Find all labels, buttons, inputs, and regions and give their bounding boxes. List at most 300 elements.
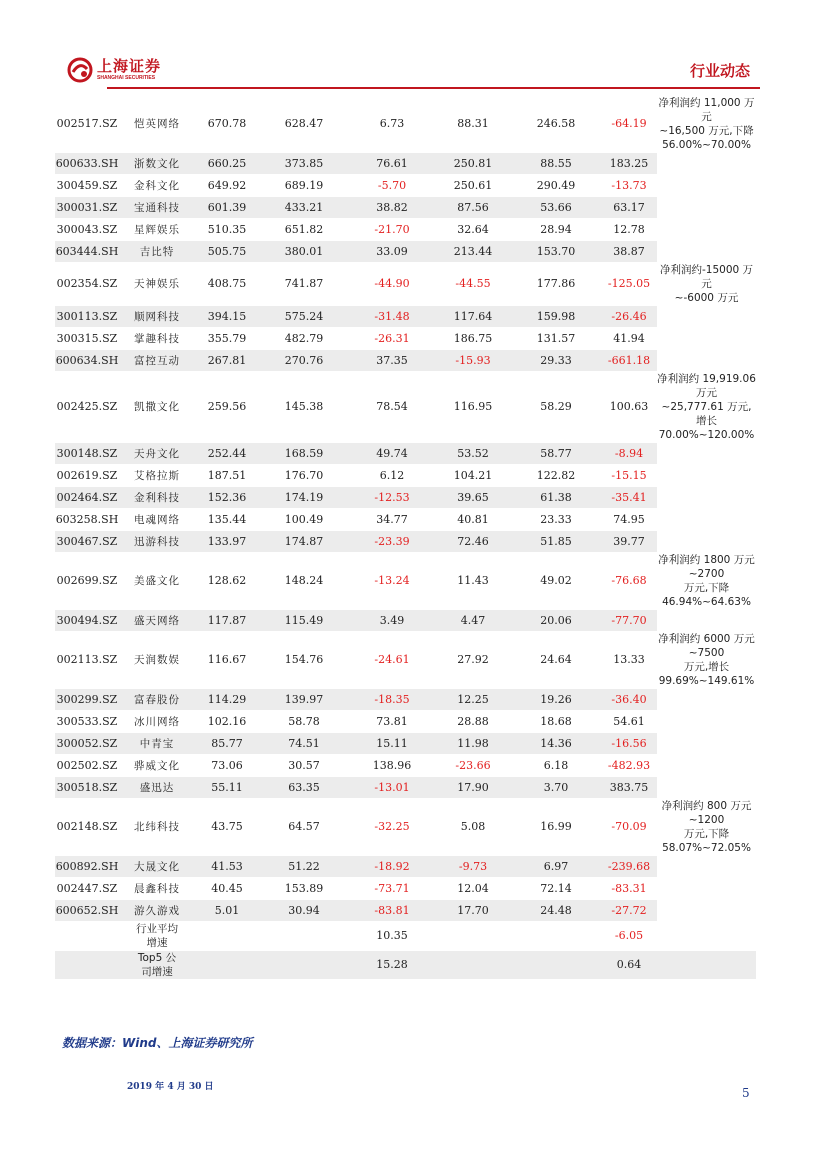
value-cell: 53.66 bbox=[511, 197, 601, 219]
value-cell: 51.22 bbox=[259, 856, 349, 878]
remark-line: 万元,增长 bbox=[683, 661, 730, 673]
table-row bbox=[55, 219, 756, 241]
value-cell: 651.82 bbox=[259, 219, 349, 241]
remark-cell bbox=[657, 610, 756, 632]
value-cell: -15.93 bbox=[435, 350, 511, 372]
stock-code-cell: 300299.SZ bbox=[55, 689, 119, 711]
stock-code-cell: 600634.SH bbox=[55, 350, 119, 372]
growth-cell: 73.81 bbox=[349, 711, 435, 733]
remark-line: 净利润约 19,919.06 万元 bbox=[657, 373, 756, 399]
value-cell: 117.64 bbox=[435, 306, 511, 328]
growth-cell: -13.73 bbox=[601, 175, 657, 197]
table-row bbox=[55, 531, 756, 553]
value-cell: 87.56 bbox=[435, 197, 511, 219]
value-cell: 122.82 bbox=[511, 465, 601, 487]
company-name-cell: 天舟文化 bbox=[119, 443, 195, 465]
value-cell: 100.49 bbox=[259, 509, 349, 531]
growth-cell: 54.61 bbox=[601, 711, 657, 733]
value-cell: 18.68 bbox=[511, 711, 601, 733]
value-cell: 28.94 bbox=[511, 219, 601, 241]
value-cell: 187.51 bbox=[195, 465, 259, 487]
value-cell: 72.14 bbox=[511, 878, 601, 900]
value-cell: 186.75 bbox=[435, 328, 511, 350]
value-cell: 58.78 bbox=[259, 711, 349, 733]
page-number: 5 bbox=[742, 1086, 750, 1100]
growth-cell: 15.11 bbox=[349, 733, 435, 755]
value-cell: 29.33 bbox=[511, 350, 601, 372]
empty-cell bbox=[511, 951, 601, 980]
value-cell: 116.95 bbox=[435, 372, 511, 443]
value-cell: 153.89 bbox=[259, 878, 349, 900]
company-name-cell: 盛天网络 bbox=[119, 610, 195, 632]
company-name-cell: 恺英网络 bbox=[119, 96, 195, 153]
summary-label-cell bbox=[119, 951, 195, 980]
value-cell: 159.98 bbox=[511, 306, 601, 328]
summary-growth-cell: 15.28 bbox=[349, 951, 435, 980]
value-cell: 104.21 bbox=[435, 465, 511, 487]
value-cell: 482.79 bbox=[259, 328, 349, 350]
table-row bbox=[55, 777, 756, 799]
value-cell: 24.48 bbox=[511, 900, 601, 922]
value-cell: 505.75 bbox=[195, 241, 259, 263]
summary-growth-cell: 10.35 bbox=[349, 922, 435, 951]
table-row bbox=[55, 610, 756, 632]
table-row bbox=[55, 733, 756, 755]
table-row bbox=[55, 632, 756, 689]
value-cell: 73.06 bbox=[195, 755, 259, 777]
company-name-cell: 北纬科技 bbox=[119, 799, 195, 856]
table-row bbox=[55, 509, 756, 531]
data-source-note: 数据来源：Wind、上海证券研究所 bbox=[62, 1036, 253, 1050]
remark-cell bbox=[657, 350, 756, 372]
value-cell: 41.53 bbox=[195, 856, 259, 878]
remark-cell bbox=[657, 263, 756, 306]
growth-cell: 383.75 bbox=[601, 777, 657, 799]
value-cell: 250.61 bbox=[435, 175, 511, 197]
remark-cell bbox=[657, 96, 756, 153]
remark-cell bbox=[657, 328, 756, 350]
value-cell: 433.21 bbox=[259, 197, 349, 219]
value-cell: 6.18 bbox=[511, 755, 601, 777]
stock-code-cell: 300315.SZ bbox=[55, 328, 119, 350]
value-cell: -44.55 bbox=[435, 263, 511, 306]
stock-code-cell: 002113.SZ bbox=[55, 632, 119, 689]
value-cell: 115.49 bbox=[259, 610, 349, 632]
table-row bbox=[55, 878, 756, 900]
value-cell: 12.25 bbox=[435, 689, 511, 711]
summary-row bbox=[55, 951, 756, 980]
page-header bbox=[55, 55, 760, 89]
growth-cell: 41.94 bbox=[601, 328, 657, 350]
value-cell: 19.26 bbox=[511, 689, 601, 711]
stock-code-cell: 002447.SZ bbox=[55, 878, 119, 900]
value-cell: 28.88 bbox=[435, 711, 511, 733]
value-cell: -23.66 bbox=[435, 755, 511, 777]
table-row bbox=[55, 328, 756, 350]
value-cell: 11.43 bbox=[435, 553, 511, 610]
logo-emblem-icon bbox=[67, 57, 93, 83]
table-row bbox=[55, 689, 756, 711]
growth-cell: -76.68 bbox=[601, 553, 657, 610]
value-cell: 61.38 bbox=[511, 487, 601, 509]
stock-code-cell: 002619.SZ bbox=[55, 465, 119, 487]
stock-code-cell: 603258.SH bbox=[55, 509, 119, 531]
value-cell: 174.19 bbox=[259, 487, 349, 509]
remark-line: 58.07%~72.05% bbox=[662, 842, 751, 854]
company-growth-table bbox=[55, 96, 756, 980]
value-cell: 117.87 bbox=[195, 610, 259, 632]
value-cell: 49.02 bbox=[511, 553, 601, 610]
value-cell: -9.73 bbox=[435, 856, 511, 878]
remark-line: 净利润约 800 万元~1200 bbox=[661, 800, 752, 826]
value-cell: 4.47 bbox=[435, 610, 511, 632]
summary-label-line: 行业平均 bbox=[136, 923, 178, 935]
remark-cell bbox=[657, 733, 756, 755]
value-cell: 133.97 bbox=[195, 531, 259, 553]
growth-cell: 33.09 bbox=[349, 241, 435, 263]
value-cell: 30.57 bbox=[259, 755, 349, 777]
growth-cell: -18.92 bbox=[349, 856, 435, 878]
growth-cell: 34.77 bbox=[349, 509, 435, 531]
remark-cell bbox=[657, 553, 756, 610]
value-cell: 270.76 bbox=[259, 350, 349, 372]
company-name-cell: 金利科技 bbox=[119, 487, 195, 509]
value-cell: 154.76 bbox=[259, 632, 349, 689]
stock-code-cell: 600652.SH bbox=[55, 900, 119, 922]
summary-label-line: 司增速 bbox=[141, 966, 173, 978]
table-row bbox=[55, 487, 756, 509]
value-cell: 135.44 bbox=[195, 509, 259, 531]
company-name-cell: 吉比特 bbox=[119, 241, 195, 263]
remark-line: 万元,下降 bbox=[683, 828, 730, 840]
company-name-cell: 迅游科技 bbox=[119, 531, 195, 553]
value-cell: 628.47 bbox=[259, 96, 349, 153]
growth-cell: -125.05 bbox=[601, 263, 657, 306]
company-name-cell: 掌趣科技 bbox=[119, 328, 195, 350]
company-name-cell: 电魂网络 bbox=[119, 509, 195, 531]
value-cell: 14.36 bbox=[511, 733, 601, 755]
stock-code-cell: 603444.SH bbox=[55, 241, 119, 263]
empty-cell bbox=[195, 951, 259, 980]
growth-cell: 37.35 bbox=[349, 350, 435, 372]
value-cell: 649.92 bbox=[195, 175, 259, 197]
stock-code-cell: 002699.SZ bbox=[55, 553, 119, 610]
company-name-cell: 浙数文化 bbox=[119, 153, 195, 175]
growth-cell: -23.39 bbox=[349, 531, 435, 553]
remark-line: ~16,500 万元,下降 bbox=[659, 125, 754, 137]
company-name-cell: 美盛文化 bbox=[119, 553, 195, 610]
value-cell: 51.85 bbox=[511, 531, 601, 553]
table-row bbox=[55, 372, 756, 443]
remark-cell bbox=[657, 711, 756, 733]
growth-cell: 183.25 bbox=[601, 153, 657, 175]
value-cell: 394.15 bbox=[195, 306, 259, 328]
stock-code-cell: 300031.SZ bbox=[55, 197, 119, 219]
remark-cell bbox=[657, 856, 756, 878]
growth-cell: 12.78 bbox=[601, 219, 657, 241]
remark-cell bbox=[657, 531, 756, 553]
value-cell: 39.65 bbox=[435, 487, 511, 509]
report-date: 2019 年 4 月 30 日 bbox=[127, 1082, 214, 1092]
empty-cell bbox=[259, 922, 349, 951]
table-row bbox=[55, 755, 756, 777]
remark-cell bbox=[657, 306, 756, 328]
stock-code-cell: 300113.SZ bbox=[55, 306, 119, 328]
value-cell: 6.97 bbox=[511, 856, 601, 878]
table-body bbox=[55, 96, 756, 980]
stock-code-cell: 300052.SZ bbox=[55, 733, 119, 755]
remark-cell bbox=[657, 900, 756, 922]
growth-cell: -239.68 bbox=[601, 856, 657, 878]
header-title: 行业动态 bbox=[689, 62, 750, 80]
value-cell: 114.29 bbox=[195, 689, 259, 711]
remark-cell bbox=[657, 372, 756, 443]
value-cell: 88.31 bbox=[435, 96, 511, 153]
empty-cell bbox=[511, 922, 601, 951]
table-row bbox=[55, 900, 756, 922]
growth-cell: 38.87 bbox=[601, 241, 657, 263]
growth-cell: -32.25 bbox=[349, 799, 435, 856]
growth-cell: -482.93 bbox=[601, 755, 657, 777]
summary-growth-cell: 0.64 bbox=[601, 951, 657, 980]
growth-cell: 74.95 bbox=[601, 509, 657, 531]
value-cell: 252.44 bbox=[195, 443, 259, 465]
value-cell: 27.92 bbox=[435, 632, 511, 689]
growth-cell: -64.19 bbox=[601, 96, 657, 153]
growth-cell: -5.70 bbox=[349, 175, 435, 197]
growth-cell: -73.71 bbox=[349, 878, 435, 900]
growth-cell: 78.54 bbox=[349, 372, 435, 443]
table-row bbox=[55, 799, 756, 856]
company-name-cell: 天神娱乐 bbox=[119, 263, 195, 306]
growth-cell: -12.53 bbox=[349, 487, 435, 509]
value-cell: 213.44 bbox=[435, 241, 511, 263]
value-cell: 250.81 bbox=[435, 153, 511, 175]
value-cell: 102.16 bbox=[195, 711, 259, 733]
value-cell: 17.70 bbox=[435, 900, 511, 922]
remark-cell bbox=[657, 219, 756, 241]
remark-cell bbox=[657, 443, 756, 465]
stock-code-cell: 002464.SZ bbox=[55, 487, 119, 509]
summary-label-line: Top5 公 bbox=[137, 952, 177, 964]
growth-cell: -70.09 bbox=[601, 799, 657, 856]
table-row bbox=[55, 711, 756, 733]
value-cell: 5.08 bbox=[435, 799, 511, 856]
growth-cell: -13.24 bbox=[349, 553, 435, 610]
remark-line: 净利润约 6000 万元~7500 bbox=[658, 633, 755, 659]
empty-cell bbox=[195, 922, 259, 951]
company-name-cell: 天润数娱 bbox=[119, 632, 195, 689]
value-cell: 408.75 bbox=[195, 263, 259, 306]
value-cell: 17.90 bbox=[435, 777, 511, 799]
stock-code-cell: 300467.SZ bbox=[55, 531, 119, 553]
summary-row bbox=[55, 922, 756, 951]
value-cell: 43.75 bbox=[195, 799, 259, 856]
value-cell: 246.58 bbox=[511, 96, 601, 153]
value-cell: 259.56 bbox=[195, 372, 259, 443]
empty-cell bbox=[55, 951, 119, 980]
table-row bbox=[55, 350, 756, 372]
remark-line: 56.00%~70.00% bbox=[662, 139, 751, 151]
stock-code-cell: 300533.SZ bbox=[55, 711, 119, 733]
remark-cell bbox=[657, 197, 756, 219]
company-name-cell: 晨鑫科技 bbox=[119, 878, 195, 900]
company-name-cell: 大晟文化 bbox=[119, 856, 195, 878]
remark-cell bbox=[657, 632, 756, 689]
growth-cell: 38.82 bbox=[349, 197, 435, 219]
remark-cell bbox=[657, 241, 756, 263]
value-cell: 145.38 bbox=[259, 372, 349, 443]
remark-line: 净利润约-15000 万元 bbox=[659, 264, 754, 290]
company-name-cell: 盛迅达 bbox=[119, 777, 195, 799]
value-cell: 20.06 bbox=[511, 610, 601, 632]
value-cell: 32.64 bbox=[435, 219, 511, 241]
stock-code-cell: 300494.SZ bbox=[55, 610, 119, 632]
company-name-cell: 富春股份 bbox=[119, 689, 195, 711]
value-cell: 177.86 bbox=[511, 263, 601, 306]
value-cell: 30.94 bbox=[259, 900, 349, 922]
growth-cell: 63.17 bbox=[601, 197, 657, 219]
empty-cell bbox=[657, 922, 756, 951]
empty-cell bbox=[55, 922, 119, 951]
value-cell: 58.77 bbox=[511, 443, 601, 465]
growth-cell: -44.90 bbox=[349, 263, 435, 306]
stock-code-cell: 300148.SZ bbox=[55, 443, 119, 465]
empty-cell bbox=[435, 922, 511, 951]
stock-code-cell: 300459.SZ bbox=[55, 175, 119, 197]
value-cell: 64.57 bbox=[259, 799, 349, 856]
remark-cell bbox=[657, 175, 756, 197]
growth-cell: 6.12 bbox=[349, 465, 435, 487]
value-cell: 63.35 bbox=[259, 777, 349, 799]
growth-cell: -31.48 bbox=[349, 306, 435, 328]
growth-cell: -26.46 bbox=[601, 306, 657, 328]
growth-cell: -35.41 bbox=[601, 487, 657, 509]
remark-cell bbox=[657, 878, 756, 900]
summary-label-cell bbox=[119, 922, 195, 951]
remark-line: 净利润约 11,000 万元 bbox=[658, 97, 755, 123]
table-row bbox=[55, 465, 756, 487]
company-name-cell: 星辉娱乐 bbox=[119, 219, 195, 241]
value-cell: 40.81 bbox=[435, 509, 511, 531]
table-row bbox=[55, 443, 756, 465]
value-cell: 16.99 bbox=[511, 799, 601, 856]
table-row bbox=[55, 263, 756, 306]
value-cell: 670.78 bbox=[195, 96, 259, 153]
value-cell: 12.04 bbox=[435, 878, 511, 900]
company-name-cell: 金科文化 bbox=[119, 175, 195, 197]
value-cell: 660.25 bbox=[195, 153, 259, 175]
company-name-cell: 中青宝 bbox=[119, 733, 195, 755]
value-cell: 24.64 bbox=[511, 632, 601, 689]
growth-cell: 100.63 bbox=[601, 372, 657, 443]
growth-cell: 13.33 bbox=[601, 632, 657, 689]
empty-cell bbox=[435, 951, 511, 980]
growth-cell: -16.56 bbox=[601, 733, 657, 755]
growth-cell: 138.96 bbox=[349, 755, 435, 777]
value-cell: 153.70 bbox=[511, 241, 601, 263]
table-row bbox=[55, 553, 756, 610]
company-name-cell: 宝通科技 bbox=[119, 197, 195, 219]
remark-line: 46.94%~64.63% bbox=[662, 596, 751, 608]
growth-cell: -21.70 bbox=[349, 219, 435, 241]
table-row bbox=[55, 306, 756, 328]
stock-code-cell: 002517.SZ bbox=[55, 96, 119, 153]
growth-cell: 6.73 bbox=[349, 96, 435, 153]
remark-line: 99.69%~149.61% bbox=[658, 675, 755, 687]
value-cell: 40.45 bbox=[195, 878, 259, 900]
growth-cell: -13.01 bbox=[349, 777, 435, 799]
remark-cell bbox=[657, 755, 756, 777]
value-cell: 176.70 bbox=[259, 465, 349, 487]
value-cell: 23.33 bbox=[511, 509, 601, 531]
value-cell: 74.51 bbox=[259, 733, 349, 755]
value-cell: 689.19 bbox=[259, 175, 349, 197]
logo-english-name: SHANGHAI SECURITIES bbox=[97, 75, 156, 81]
value-cell: 380.01 bbox=[259, 241, 349, 263]
value-cell: 131.57 bbox=[511, 328, 601, 350]
growth-cell: 3.49 bbox=[349, 610, 435, 632]
growth-cell: -36.40 bbox=[601, 689, 657, 711]
stock-code-cell: 002148.SZ bbox=[55, 799, 119, 856]
value-cell: 174.87 bbox=[259, 531, 349, 553]
growth-cell: -8.94 bbox=[601, 443, 657, 465]
stock-code-cell: 002354.SZ bbox=[55, 263, 119, 306]
summary-label-line: 增速 bbox=[146, 937, 168, 949]
stock-code-cell: 002425.SZ bbox=[55, 372, 119, 443]
growth-cell: -15.15 bbox=[601, 465, 657, 487]
growth-cell: -83.31 bbox=[601, 878, 657, 900]
company-name-cell: 骅威文化 bbox=[119, 755, 195, 777]
value-cell: 355.79 bbox=[195, 328, 259, 350]
value-cell: 510.35 bbox=[195, 219, 259, 241]
growth-cell: 49.74 bbox=[349, 443, 435, 465]
company-name-cell: 艾格拉斯 bbox=[119, 465, 195, 487]
value-cell: 88.55 bbox=[511, 153, 601, 175]
growth-cell: -83.81 bbox=[349, 900, 435, 922]
remark-cell bbox=[657, 487, 756, 509]
value-cell: 139.97 bbox=[259, 689, 349, 711]
remark-cell bbox=[657, 777, 756, 799]
value-cell: 267.81 bbox=[195, 350, 259, 372]
stock-code-cell: 300043.SZ bbox=[55, 219, 119, 241]
stock-code-cell: 300518.SZ bbox=[55, 777, 119, 799]
company-name-cell: 游久游戏 bbox=[119, 900, 195, 922]
value-cell: 85.77 bbox=[195, 733, 259, 755]
remark-cell bbox=[657, 799, 756, 856]
value-cell: 55.11 bbox=[195, 777, 259, 799]
company-name-cell: 顺网科技 bbox=[119, 306, 195, 328]
growth-cell: -77.70 bbox=[601, 610, 657, 632]
table-row bbox=[55, 175, 756, 197]
value-cell: 168.59 bbox=[259, 443, 349, 465]
growth-cell: -24.61 bbox=[349, 632, 435, 689]
value-cell: 575.24 bbox=[259, 306, 349, 328]
table-row bbox=[55, 197, 756, 219]
remark-line: ~25,777.61 万元,增长 bbox=[661, 401, 752, 427]
company-logo bbox=[67, 57, 161, 83]
remark-cell bbox=[657, 153, 756, 175]
growth-cell: -26.31 bbox=[349, 328, 435, 350]
remark-line: 万元,下降 bbox=[683, 582, 730, 594]
value-cell: 373.85 bbox=[259, 153, 349, 175]
value-cell: 3.70 bbox=[511, 777, 601, 799]
header-divider bbox=[107, 87, 760, 89]
value-cell: 290.49 bbox=[511, 175, 601, 197]
stock-code-cell: 600892.SH bbox=[55, 856, 119, 878]
value-cell: 152.36 bbox=[195, 487, 259, 509]
remark-line: 净利润约 1800 万元~2700 bbox=[658, 554, 755, 580]
